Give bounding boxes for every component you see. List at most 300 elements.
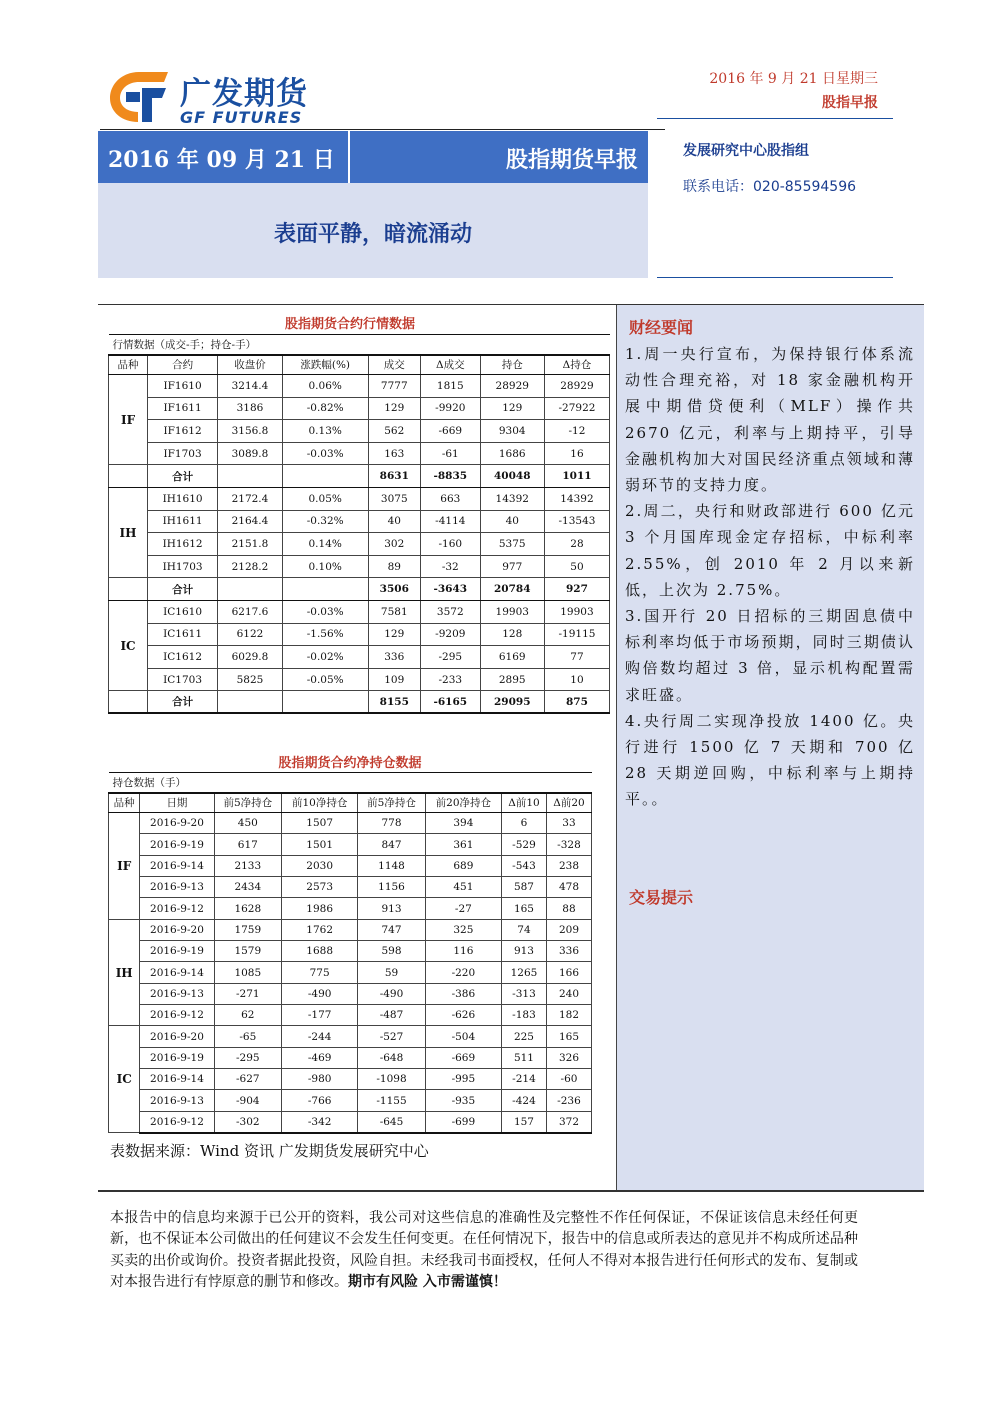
table-cell: 325 — [425, 919, 501, 940]
table-row — [109, 1026, 592, 1047]
table-cell: 1762 — [282, 919, 358, 940]
table-row — [109, 855, 592, 876]
table-cell: 19903 — [544, 600, 609, 623]
table-cell: 165 — [546, 1026, 591, 1047]
table-cell: -60 — [546, 1069, 591, 1090]
table-cell: 977 — [480, 555, 544, 578]
table-cell: -904 — [214, 1090, 281, 1111]
table-cell: 361 — [425, 834, 501, 855]
total-cell: 8631 — [368, 465, 420, 488]
contact-divider — [657, 277, 893, 278]
table-cell: 2030 — [282, 855, 358, 876]
table-cell: 240 — [546, 983, 591, 1004]
table-cell: -295 — [214, 1047, 281, 1068]
table-cell: 157 — [501, 1111, 546, 1132]
table-cell: -1.56% — [282, 623, 368, 646]
table-cell: 2016-9-13 — [140, 1090, 214, 1111]
table-cell: 129 — [368, 623, 420, 646]
table-cell: -32 — [421, 555, 481, 578]
disclaimer-text: 本报告中的信息均来源于已公开的资料，我公司对这些信息的准确性及完整性不作任何保证，不保证该信息未经任何更新，也不保证本公司做出的任何建议不会发生任何变更。在任何情况下，报告中的信息或所表达的意见并不构成所述品种买卖的出价或询价。投资者据此投资，风险自担。未经我司书面授权，任何人不得对本报告进行任何形式的发布、复制或对本报告进行有悖原意的删节和修改。 — [110, 1210, 858, 1290]
table-cell: 2133 — [214, 855, 281, 876]
table-cell: 562 — [368, 420, 420, 443]
table-row — [109, 1090, 592, 1111]
total-blank — [109, 465, 148, 488]
total-cell: 40048 — [480, 465, 544, 488]
report-type: 股指早报 — [822, 95, 878, 111]
total-label: 合计 — [148, 691, 218, 714]
news-item: 4.央行周二实现净投放 1400 亿。央行进行 1500 亿 7 天期和 700 亿 28 天期逆回购，中标利率与上期持平。。 — [625, 711, 915, 809]
news-item: 3.国开行 20 日招标的三期固息债中标利率均低于市场预期，同时三期债认购倍数均超过 3 倍，显示机构配置需求旺盛。 — [625, 607, 915, 704]
table-cell: 40 — [368, 510, 420, 533]
table-cell: 326 — [546, 1047, 591, 1068]
table-cell: IH1610 — [148, 487, 218, 510]
table-row — [109, 533, 610, 556]
table-cell: 0.10% — [282, 555, 368, 578]
market-table-title: 股指期货合约行情数据 — [284, 317, 415, 332]
table-cell: 663 — [421, 487, 481, 510]
column-header: Δ成交 — [421, 355, 481, 375]
main-bottom-rule — [98, 1190, 924, 1192]
table-row — [109, 962, 592, 983]
table-cell: -766 — [282, 1090, 358, 1111]
table-cell: 89 — [368, 555, 420, 578]
table-cell: 129 — [368, 397, 420, 420]
column-header: 前5净持仓 — [358, 793, 425, 813]
table-cell: 28 — [544, 533, 609, 556]
table-cell: 109 — [368, 668, 420, 691]
table-cell: 16 — [544, 442, 609, 465]
table-cell: -328 — [546, 834, 591, 855]
table-cell: 2573 — [282, 877, 358, 898]
table-cell: 5825 — [218, 668, 283, 691]
table-cell: 2434 — [214, 877, 281, 898]
column-header: Δ持仓 — [544, 355, 609, 375]
table-cell: -220 — [425, 962, 501, 983]
table-cell: 3156.8 — [218, 420, 283, 443]
table-cell: IF1611 — [148, 397, 218, 420]
table-cell: 40 — [480, 510, 544, 533]
table-cell: 33 — [546, 813, 591, 834]
table-cell: -302 — [214, 1111, 281, 1132]
table-cell: 2016-9-12 — [140, 1005, 214, 1026]
table-cell: -233 — [421, 668, 481, 691]
table-row — [109, 898, 592, 919]
table-cell: 2016-9-12 — [140, 898, 214, 919]
total-blank — [282, 578, 368, 601]
total-cell: -3643 — [421, 578, 481, 601]
table-cell: 14392 — [544, 487, 609, 510]
table-cell: 1501 — [282, 834, 358, 855]
table-cell: IC1612 — [148, 646, 218, 669]
table-cell: 225 — [501, 1026, 546, 1047]
header-right-divider — [657, 118, 893, 119]
total-cell: 1011 — [544, 465, 609, 488]
table-cell: -543 — [501, 855, 546, 876]
table-cell: 2151.8 — [218, 533, 283, 556]
table-row — [109, 1047, 592, 1068]
table-cell: 2016-9-13 — [140, 983, 214, 1004]
company-logo — [106, 68, 356, 126]
column-header: 前5净持仓 — [214, 793, 281, 813]
table-cell: 28929 — [480, 375, 544, 398]
table-cell: -244 — [282, 1026, 358, 1047]
contact-phone — [683, 176, 856, 196]
header-divider — [100, 129, 665, 130]
table-cell: -13543 — [544, 510, 609, 533]
table-cell: -19115 — [544, 623, 609, 646]
market-data-table — [108, 334, 610, 714]
table-cell: -424 — [501, 1090, 546, 1111]
table-cell: 3186 — [218, 397, 283, 420]
table-cell: -980 — [282, 1069, 358, 1090]
table-cell: 0.14% — [282, 533, 368, 556]
table-subtitle-row — [109, 773, 592, 793]
table-row — [109, 941, 592, 962]
column-header: 合约 — [148, 355, 218, 375]
table-cell: 1686 — [480, 442, 544, 465]
table-cell: 6029.8 — [218, 646, 283, 669]
table-cell: 7777 — [368, 375, 420, 398]
table-cell: -27 — [425, 898, 501, 919]
table-cell: -9209 — [421, 623, 481, 646]
table-cell: 163 — [368, 442, 420, 465]
table-cell: 19903 — [480, 600, 544, 623]
total-row — [109, 578, 610, 601]
news-list — [625, 341, 915, 813]
table-cell: 14392 — [480, 487, 544, 510]
table-cell: 6169 — [480, 646, 544, 669]
total-cell: 927 — [544, 578, 609, 601]
table-cell: 3214.4 — [218, 375, 283, 398]
logo-chinese-name: 广发期货 — [180, 76, 308, 112]
banner-separator — [348, 131, 350, 183]
total-blank — [282, 691, 368, 714]
table-cell: 913 — [358, 898, 425, 919]
table-cell: 116 — [425, 941, 501, 962]
table-cell: 511 — [501, 1047, 546, 1068]
table-cell: -183 — [501, 1005, 546, 1026]
logo-english-name: GF FUTURES — [180, 108, 303, 127]
table-cell: 3075 — [368, 487, 420, 510]
table-cell: -65 — [214, 1026, 281, 1047]
headline-box — [98, 183, 648, 278]
risk-warning: 期市有风险 入市需谨慎！ — [348, 1273, 507, 1290]
table-row — [109, 813, 592, 834]
table-cell: IF1612 — [148, 420, 218, 443]
table-cell: 128 — [480, 623, 544, 646]
table-cell: 1148 — [358, 855, 425, 876]
table-cell: 1265 — [501, 962, 546, 983]
table-subtitle-row — [109, 335, 610, 355]
table-cell: 847 — [358, 834, 425, 855]
table-cell: 2016-9-20 — [140, 1026, 214, 1047]
table-cell: 2172.4 — [218, 487, 283, 510]
table-cell: 88 — [546, 898, 591, 919]
product-cell: IC — [109, 1026, 140, 1133]
column-header: 收盘价 — [218, 355, 283, 375]
table-cell: -160 — [421, 533, 481, 556]
table-cell: 775 — [282, 962, 358, 983]
table-cell: 2016-9-14 — [140, 855, 214, 876]
table-cell: 166 — [546, 962, 591, 983]
table-cell: 2016-9-20 — [140, 813, 214, 834]
table-cell: IC1610 — [148, 600, 218, 623]
column-header: 日期 — [140, 793, 214, 813]
table-cell: 336 — [546, 941, 591, 962]
table-cell: -12 — [544, 420, 609, 443]
table-row — [109, 487, 610, 510]
total-cell: -6165 — [421, 691, 481, 714]
table-cell: 587 — [501, 877, 546, 898]
table-cell: -527 — [358, 1026, 425, 1047]
total-cell: 20784 — [480, 578, 544, 601]
table-cell: -645 — [358, 1111, 425, 1132]
table-cell: 10 — [544, 668, 609, 691]
total-cell: 29095 — [480, 691, 544, 714]
total-blank — [218, 691, 283, 714]
table-header-row — [109, 355, 610, 375]
table-row — [109, 668, 610, 691]
table-cell: 6217.6 — [218, 600, 283, 623]
disclaimer — [110, 1208, 858, 1293]
table-cell: 6 — [501, 813, 546, 834]
table-cell: 3572 — [421, 600, 481, 623]
headline: 表面平静，暗流涌动 — [273, 221, 472, 247]
table-cell: IC1703 — [148, 668, 218, 691]
table-cell: 209 — [546, 919, 591, 940]
table-row — [109, 600, 610, 623]
table-cell: IH1612 — [148, 533, 218, 556]
table-cell: 778 — [358, 813, 425, 834]
table-cell: 5375 — [480, 533, 544, 556]
table-row — [109, 510, 610, 533]
news-panel — [616, 305, 924, 1190]
table-row — [109, 623, 610, 646]
banner-title: 股指期货早报 — [505, 147, 638, 173]
table-cell: 2895 — [480, 668, 544, 691]
table-cell: 2016-9-12 — [140, 1111, 214, 1132]
table-cell: -469 — [282, 1047, 358, 1068]
news-item: 2.周二，央行和财政部进行 600 亿元 3 个月国库现金定存招标，中标利率 2.55%，创 2010 年 2 月以来新低，上次为 2.75%。 — [625, 502, 915, 599]
table-cell: -342 — [282, 1111, 358, 1132]
table-cell: 50 — [544, 555, 609, 578]
table-cell: -27922 — [544, 397, 609, 420]
table-cell: 394 — [425, 813, 501, 834]
table-cell: 77 — [544, 646, 609, 669]
total-label: 合计 — [148, 465, 218, 488]
table-row — [109, 420, 610, 443]
table-row — [109, 646, 610, 669]
net-position-table — [108, 772, 592, 1134]
column-header: 品种 — [109, 355, 148, 375]
table-cell: IF1610 — [148, 375, 218, 398]
column-header: Δ前20 — [546, 793, 591, 813]
table-cell: 1507 — [282, 813, 358, 834]
report-date: 2016 年 9 月 21 日星期三 — [709, 71, 878, 87]
table-cell: -1155 — [358, 1090, 425, 1111]
table-row — [109, 1069, 592, 1090]
table-row — [109, 877, 592, 898]
title-banner — [98, 131, 648, 183]
product-cell: IF — [109, 375, 148, 465]
table-cell: -0.02% — [282, 646, 368, 669]
table-cell: 2016-9-14 — [140, 1069, 214, 1090]
table-cell: 1085 — [214, 962, 281, 983]
total-cell: 3506 — [368, 578, 420, 601]
table-cell: -386 — [425, 983, 501, 1004]
research-team: 发展研究中心股指组 — [683, 143, 809, 159]
table-cell: -0.03% — [282, 600, 368, 623]
gf-logo-icon — [106, 68, 172, 126]
table-cell: 598 — [358, 941, 425, 962]
table-row — [109, 397, 610, 420]
table-cell: -177 — [282, 1005, 358, 1026]
news-section-title: 财经要闻 — [629, 318, 694, 337]
column-header: 成交 — [368, 355, 420, 375]
table-cell: -0.03% — [282, 442, 368, 465]
column-header: 品种 — [109, 793, 140, 813]
table-cell: -669 — [421, 420, 481, 443]
table-cell: -995 — [425, 1069, 501, 1090]
table-cell: 62 — [214, 1005, 281, 1026]
table-cell: IH1611 — [148, 510, 218, 533]
total-blank — [218, 578, 283, 601]
table-cell: 2164.4 — [218, 510, 283, 533]
table-cell: -529 — [501, 834, 546, 855]
table-cell: -1098 — [358, 1069, 425, 1090]
table-cell: 2016-9-20 — [140, 919, 214, 940]
table-cell: 28929 — [544, 375, 609, 398]
table-cell: 2016-9-14 — [140, 962, 214, 983]
total-blank — [109, 578, 148, 601]
table-row — [109, 375, 610, 398]
product-cell: IC — [109, 600, 148, 690]
total-blank — [282, 465, 368, 488]
table-cell: 7581 — [368, 600, 420, 623]
tips-section-title: 交易提示 — [629, 888, 694, 907]
table-subtitle: 行情数据（成交-手；持仓-手） — [109, 335, 610, 355]
total-cell: 875 — [544, 691, 609, 714]
total-cell: -8835 — [421, 465, 481, 488]
table-cell: 0.05% — [282, 487, 368, 510]
position-table-title: 股指期货合约净持仓数据 — [278, 756, 422, 771]
table-row — [109, 1005, 592, 1026]
table-cell: 1579 — [214, 941, 281, 962]
table-row — [109, 442, 610, 465]
table-cell: 9304 — [480, 420, 544, 443]
table-cell: 74 — [501, 919, 546, 940]
table-cell: -490 — [358, 983, 425, 1004]
table-cell: 1815 — [421, 375, 481, 398]
table-cell: 747 — [358, 919, 425, 940]
table-cell: -626 — [425, 1005, 501, 1026]
table-cell: -669 — [425, 1047, 501, 1068]
column-header: 前20净持仓 — [425, 793, 501, 813]
product-cell: IH — [109, 919, 140, 1026]
total-cell: 8155 — [368, 691, 420, 714]
table-cell: 2016-9-19 — [140, 1047, 214, 1068]
table-cell: 2128.2 — [218, 555, 283, 578]
table-cell: 0.06% — [282, 375, 368, 398]
table-row — [109, 555, 610, 578]
total-row — [109, 691, 610, 714]
table-cell: 336 — [368, 646, 420, 669]
table-cell: IF1703 — [148, 442, 218, 465]
table-cell: -313 — [501, 983, 546, 1004]
table-cell: -0.32% — [282, 510, 368, 533]
table-cell: 617 — [214, 834, 281, 855]
table-cell: 451 — [425, 877, 501, 898]
table-cell: 1688 — [282, 941, 358, 962]
table-cell: -271 — [214, 983, 281, 1004]
column-header: 前10净持仓 — [282, 793, 358, 813]
table-cell: -0.05% — [282, 668, 368, 691]
table-cell: IC1611 — [148, 623, 218, 646]
news-item: 1.周一央行宣布，为保持银行体系流动性合理充裕，对 18 家金融机构开展中期借贷便利（MLF）操作共 2670 亿元，利率与上期持平，引导金融机构加大对国民经济重点领域和薄弱环节的支持力度。 — [625, 345, 915, 495]
table-cell: -214 — [501, 1069, 546, 1090]
table-header-row — [109, 793, 592, 813]
table-cell: 478 — [546, 877, 591, 898]
table-cell: -295 — [421, 646, 481, 669]
table-cell: -61 — [421, 442, 481, 465]
table-cell: 2016-9-19 — [140, 834, 214, 855]
table-cell: -490 — [282, 983, 358, 1004]
table-cell: -935 — [425, 1090, 501, 1111]
total-blank — [218, 465, 283, 488]
column-header: 持仓 — [480, 355, 544, 375]
table-cell: 1628 — [214, 898, 281, 919]
product-cell: IH — [109, 487, 148, 577]
table-cell: 689 — [425, 855, 501, 876]
table-cell: -699 — [425, 1111, 501, 1132]
table-cell: 1986 — [282, 898, 358, 919]
table-cell: 2016-9-13 — [140, 877, 214, 898]
table-row — [109, 983, 592, 1004]
column-header: 涨跌幅(%) — [282, 355, 368, 375]
table-cell: 450 — [214, 813, 281, 834]
table-cell: -627 — [214, 1069, 281, 1090]
table-cell: 302 — [368, 533, 420, 556]
total-label: 合计 — [148, 578, 218, 601]
table-cell: -504 — [425, 1026, 501, 1047]
table-cell: 1759 — [214, 919, 281, 940]
table-row — [109, 919, 592, 940]
column-header: Δ前10 — [501, 793, 546, 813]
product-cell: IF — [109, 813, 140, 920]
table-cell: -0.82% — [282, 397, 368, 420]
total-row — [109, 465, 610, 488]
table-cell: 2016-9-19 — [140, 941, 214, 962]
table-cell: 372 — [546, 1111, 591, 1132]
table-cell: 913 — [501, 941, 546, 962]
table-cell: 1156 — [358, 877, 425, 898]
table-cell: 0.13% — [282, 420, 368, 443]
table-cell: IH1703 — [148, 555, 218, 578]
phone-label: 联系电话： — [683, 179, 753, 195]
table-cell: 165 — [501, 898, 546, 919]
data-source: 表数据来源：Wind 资讯 广发期货发展研究中心 — [110, 1142, 429, 1160]
table-cell: 182 — [546, 1005, 591, 1026]
table-cell: 6122 — [218, 623, 283, 646]
table-row — [109, 1111, 592, 1132]
table-cell: 3089.8 — [218, 442, 283, 465]
total-blank — [109, 691, 148, 714]
table-cell: -4114 — [421, 510, 481, 533]
table-cell: 129 — [480, 397, 544, 420]
table-cell: -648 — [358, 1047, 425, 1068]
table-subtitle: 持仓数据（手） — [109, 773, 592, 793]
phone-number: 020-85594596 — [753, 179, 857, 195]
